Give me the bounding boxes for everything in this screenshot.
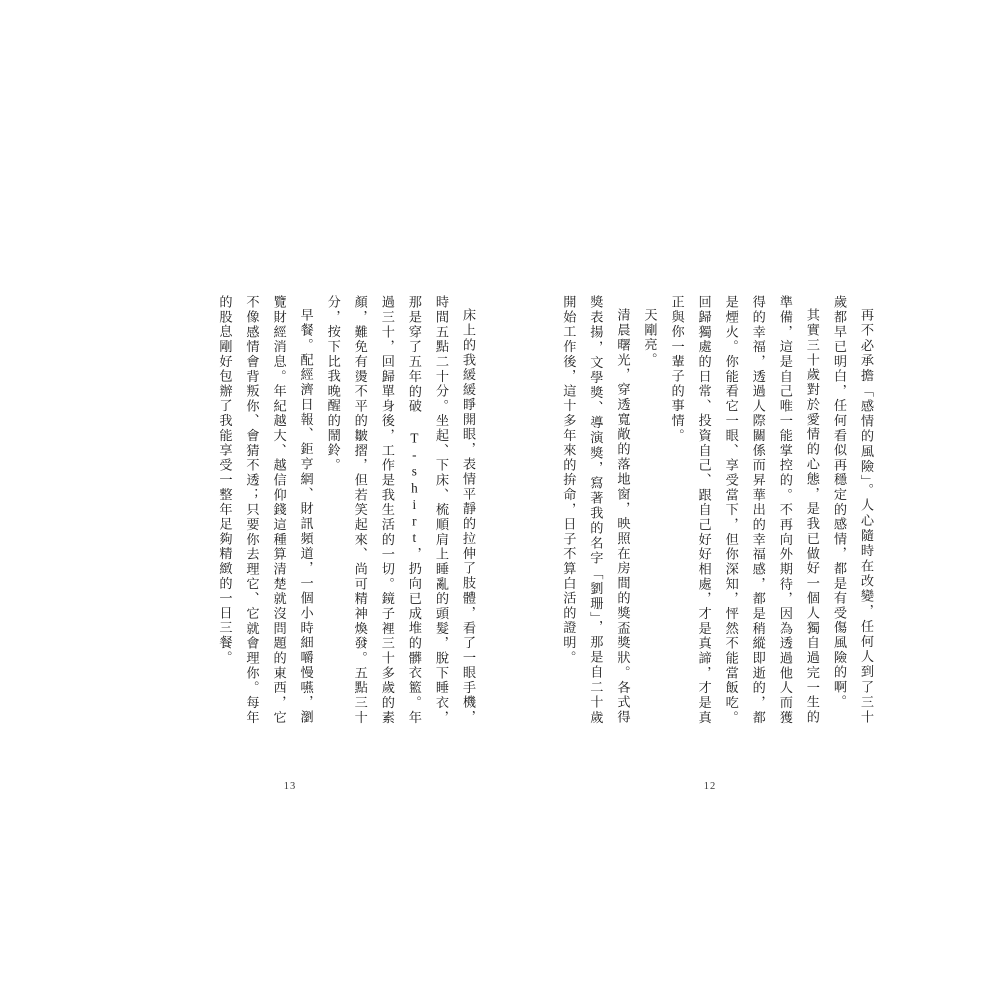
paragraph: 天剛亮。 (642, 308, 658, 368)
paragraph: 早餐。配經濟日報、鉅亨網、財訊頻道，一個小時細嚼慢嚥，瀏覽財經消息。年紀越大、越信仰錢這種算清楚就沒問題的東西，它不像感情會背叛你、會猜不透；只要你去理它、它就會理你。每年的股息剛好包辦了我能享受一整年足夠精緻的一日三餐。 (217, 295, 314, 725)
paragraph: 床上的我緩緩睜開眼，表情平靜的拉伸了肢體，看了一眼手機，時間五點二十分。坐起、下床、梳順肩上睡亂的頭髮，脫下睡衣，那是穿了五年的破 T-shirt，扔向已成堆的髒衣籃。年過三十，回歸單身後，工作是我生活的一切。鏡子裡三十多歲的素顏，難免有燙不平的皺摺，但若笑起來、尚可精神煥發。五點三十分，按下比我晚醒的鬧鈴。 (325, 295, 476, 725)
page-left-textblock (120, 295, 482, 725)
page-right-textblock (518, 295, 880, 725)
paragraph: 再不必承擔「感情的風險」。人心隨時在改變，任何人到了三十歲都早已明白，任何看似再穩定的感情，都是有受傷風險的啊。 (831, 295, 874, 725)
paragraph: 清晨曙光，穿透寬敞的落地窗，映照在房間的獎盃獎狀。各式得獎表揚，文學獎、導演獎，寫著我的名字「劉珊」，那是自二十歲開始工作後，這十多年來的拚命，日子不算白活的證明。 (561, 295, 631, 725)
page-number-right: 12 (703, 781, 717, 792)
paragraph: 其實三十歲對於愛情的心態，是我已做好一個人獨自過完一生的準備，這是自己唯一能掌控的。不再向外期待，因為透過他人而獲得的幸福，透過人際關係而昇華出的幸福感，都是稍縱即逝的，都是煙火。你能看它一眼、享受當下，但你深知，怦然不能當飯吃。回歸獨處的日常、投資自己、跟自己好好相處，才是真諦，才是真正與你一輩子的事情。 (669, 295, 820, 725)
page-number-left: 13 (283, 781, 297, 792)
page-left (80, 0, 500, 1000)
page-right (500, 0, 920, 1000)
